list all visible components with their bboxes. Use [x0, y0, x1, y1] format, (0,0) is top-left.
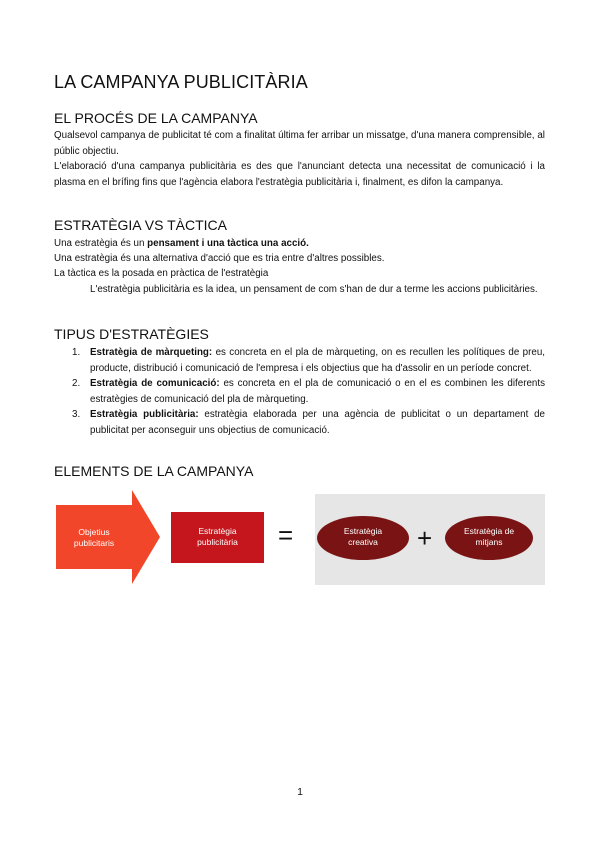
list-number: 2. [72, 378, 81, 389]
label-line: Estratègia de [463, 526, 515, 536]
label-line: Estratègia [343, 526, 383, 536]
strategy-box-label [171, 526, 264, 548]
list-term: Estratègia de comunicació: [90, 378, 220, 389]
objectives-label [56, 527, 132, 549]
label-line: publicitària [197, 537, 238, 547]
section-heading-proces: EL PROCÉS DE LA CAMPANYA [54, 110, 258, 126]
list-text: es concreta en el pla de comunicació o en el es combinen les diferents estratègies de comunicació del pla de màrqueting. [90, 378, 545, 405]
list-text: es concreta en el pla de màrqueting, on es recullen les polítiques de preu, producte, distribució i comunicació de l'empresa i els objectius que ha d'assolir en un període concret. [90, 347, 545, 374]
equals-sign: = [278, 520, 294, 550]
list-term: Estratègia publicitària: [90, 409, 199, 420]
section-heading-estrategia: ESTRATÈGIA VS TÀCTICA [54, 217, 227, 233]
section-heading-elements: ELEMENTS DE LA CAMPANYA [54, 463, 254, 479]
page-number: 1 [297, 786, 303, 798]
text-span: Una estratègia és un [54, 238, 148, 249]
paragraph: Qualsevol campanya de publicitat té com a finalitat última fer arribar un missatge, d'una manera comprensible, al públic objectiu. [54, 130, 545, 157]
page-title: LA CAMPANYA PUBLICITÀRIA [54, 72, 308, 92]
bold-text: pensament i una tàctica una acció. [147, 238, 309, 249]
label-line: Objetius [78, 527, 110, 537]
paragraph: L'elaboració d'una campanya publicitària es des que l'anunciant detecta una necessitat de comunicació i la plasma en el brífing fins que l'agència elabora l'estratègia publicitària i, finalment, es difon la campanya. [54, 161, 545, 188]
section-heading-tipus: TIPUS D'ESTRATÈGIES [54, 326, 209, 342]
plus-sign: + [417, 523, 433, 553]
media-strategy-label [445, 526, 533, 548]
creative-strategy-label [317, 526, 409, 548]
list-number: 1. [72, 347, 81, 358]
list-number: 3. [72, 409, 81, 420]
label-line: publicitaris [73, 538, 115, 548]
list-text: estratègia elaborada per una agència de publicitat o un departament de publicitat per aconseguir uns objectius de comunicació. [90, 409, 545, 436]
paragraph: Una estratègia és una alternativa d'acció que es tria entre d'altres possibles. [54, 253, 385, 264]
paragraph: La tàctica es la posada en pràctica de l'estratègia [54, 268, 269, 279]
label-line: Estratègia [198, 526, 237, 536]
label-line: creativa [348, 537, 378, 547]
label-line: mitjans [475, 537, 503, 547]
list-term: Estratègia de màrqueting: [90, 347, 213, 358]
indented-paragraph: L'estratègia publicitària es la idea, un pensament de com s'han de dur a terme les accions publicitàries. [90, 284, 538, 295]
